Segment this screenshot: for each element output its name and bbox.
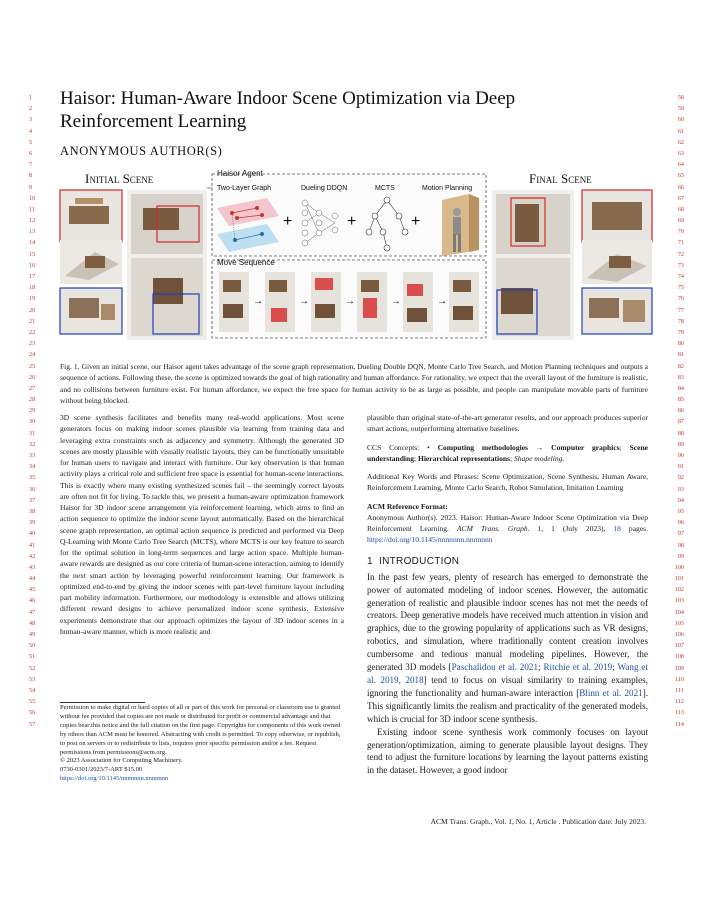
line-number: 89 <box>677 440 684 448</box>
line-number: 51 <box>29 653 36 661</box>
line-number: 54 <box>29 686 36 694</box>
line-number: 65 <box>677 172 684 180</box>
line-number: 6 <box>29 149 33 157</box>
line-number: 9 <box>29 183 33 191</box>
svg-text:→: → <box>253 296 263 307</box>
svg-text:→: → <box>391 296 401 307</box>
line-number: 103 <box>674 597 684 605</box>
line-number: 104 <box>674 608 684 616</box>
line-number: 25 <box>29 362 36 370</box>
line-number: 53 <box>29 675 36 683</box>
line-number: 110 <box>674 675 684 683</box>
teaser-figure <box>57 168 654 353</box>
line-number: 12 <box>29 217 36 225</box>
line-number: 1 <box>29 94 33 101</box>
final-scene-label: Final Scene <box>529 171 592 186</box>
svg-text:+: + <box>283 213 293 230</box>
component-mcts: MCTS <box>375 185 395 192</box>
line-number: 38 <box>29 507 36 515</box>
line-number: 61 <box>677 127 684 135</box>
line-number: 27 <box>29 384 36 392</box>
intro-paragraph-1: In the past few years, plenty of research has emerged to demonstrate the power of automated modeling of indoor scenes. However, the automatic generation of realistic and plausible indoor scenes has not met the needs of creators. Deep generative models have received much attention in vision and graphics, due to the growing popularity of applications such as VR designs, robotics, and simulation, where traditionally content creation involves cumbersome and tedious manual modeling pipelines. However, the generated 3D models [Paschalidou et al. 2021; Ritchie et al. 2019; Wang et al. 2019, 2018] tend to focus on visual similarity to training examples, ignoring the functionality and human-aware interaction [Blinn et al. 2021]. This significantly limits the realism and practicality of the generated models, which is crucial for 3D indoor scene synthesis. Existing indoor scene synthesis work commonly focuses on layout generation/optimization, aiming to generate plausible layout designs. They tend to adjust the furniture locations by learning the layout patterns existing in the dataset. However, a good indoor <box>367 571 648 776</box>
cite-wang[interactable]: Wang et al. 2019, 2018 <box>367 662 648 685</box>
line-numbers-left <box>29 92 41 730</box>
line-number: 93 <box>677 485 684 493</box>
cite-paschalidou[interactable]: Paschalidou et al. 2021 <box>451 662 538 673</box>
line-number: 73 <box>677 261 684 269</box>
svg-text:→: → <box>299 296 309 307</box>
line-number: 86 <box>677 407 684 415</box>
line-number: 4 <box>29 127 33 135</box>
line-number: 87 <box>677 418 684 426</box>
line-number: 26 <box>29 373 36 381</box>
line-number: 29 <box>29 407 36 415</box>
svg-text:→: → <box>345 296 355 307</box>
line-number: 31 <box>29 429 36 437</box>
line-number: 111 <box>675 686 684 694</box>
line-number: 81 <box>677 351 684 359</box>
move-sequence-label: Move Sequence <box>217 258 275 267</box>
line-number: 23 <box>29 340 36 348</box>
line-number: 77 <box>677 306 684 314</box>
line-number: 30 <box>29 418 36 426</box>
line-number: 50 <box>29 642 36 650</box>
line-number: 66 <box>677 183 684 191</box>
line-number: 71 <box>677 239 684 247</box>
intro-paragraph-2: Existing indoor scene synthesis work commonly focuses on layout generation/optimization, aiming to generate plausible layout designs. They tend to adjust the furniture locations by learning the layout patterns existing in the dataset. However, a good indoor <box>367 726 648 776</box>
line-number: 45 <box>29 586 36 594</box>
component-two-layer-graph: Two-Layer Graph <box>217 185 272 192</box>
cite-blinn[interactable]: Blinn et al. 2021 <box>579 687 643 698</box>
line-number: 33 <box>29 452 36 459</box>
agent-label: Haisor Agent <box>217 169 263 178</box>
line-number: 47 <box>29 608 36 616</box>
right-column <box>367 412 648 777</box>
line-number: 44 <box>29 575 36 583</box>
reference-format: Anonymous Author(s). 2023. Haisor: Human-Aware Indoor Scene Optimization via Deep Reinforcement Learning. ACM Trans. Graph. 1, 1 (July 2023), 18 pages. https://doi.org/10.1145/nnnnnnn.nnnnnnn <box>367 512 648 545</box>
line-number: 72 <box>677 250 684 258</box>
line-number: 63 <box>677 149 684 157</box>
intro-heading: 1 INTRODUCTION <box>367 555 460 567</box>
line-number: 49 <box>29 631 36 638</box>
line-number: 52 <box>29 664 36 672</box>
line-number: 74 <box>677 273 684 280</box>
line-number: 113 <box>674 709 684 717</box>
line-number: 36 <box>29 485 36 493</box>
line-number: 79 <box>677 328 684 336</box>
line-number: 20 <box>29 306 36 314</box>
line-number: 99 <box>677 552 684 560</box>
line-number: 13 <box>29 228 36 236</box>
figure-caption: Fig. 1. Given an initial scene, our Haisor agent takes advantage of the scene graph representation, Dueling Double DQN, Monte Carlo Tree Search, and Motion Planning techniques and outputs a sequence of actions. Following these, the scene is optimized towards the goal of high rationality and human affordance. For rationality, we expect that the overall layout of the furniture is realistic, and no collisions between furniture exist. For human affordance, we expect the free space for human activity to be as large as possible, and people can manipulate movable parts of furniture without being blocked. <box>60 362 648 405</box>
footnote-doi-link[interactable]: https://doi.org/10.1145/nnnnnnn.nnnnnnn <box>60 775 169 783</box>
line-number: 57 <box>29 720 36 728</box>
line-number: 82 <box>677 362 684 370</box>
line-number: 11 <box>29 205 35 213</box>
line-number: 19 <box>29 295 36 303</box>
permission-footnote: Permission to make digital or hard copies of all or part of this work for personal or classroom use is granted without fee provided that copies are not made or distributed for profit or commercial advantage and that copies bear this notice and the full citation on the first page. Copyrights for components of this work owned by others than ACM must be honored. Abstracting with credit is permitted. To copy otherwise, or republish, to post on servers or to redistribute to lists, requires prior specific permission and/or a fee. Request permissions from permissions@acm.org. © 2023 Association for Computing Machinery. 0730-0301/2023/7-ART $15.00 https://doi.org/10.1145/nnnnnnn.nnnnnnn <box>60 704 344 784</box>
page-footer: ACM Trans. Graph., Vol. 1, No. 1, Article . Publication date: July 2023. <box>430 817 646 826</box>
line-number: 58 <box>677 94 684 101</box>
line-number: 62 <box>677 138 684 146</box>
line-number: 8 <box>29 172 33 180</box>
footnote-rule <box>60 702 145 703</box>
line-number: 55 <box>29 698 36 706</box>
line-number: 84 <box>677 384 684 392</box>
component-dueling-ddqn: Dueling DDQN <box>301 185 348 192</box>
line-number: 34 <box>29 463 36 471</box>
line-number: 22 <box>29 328 36 336</box>
line-numbers-right <box>664 92 684 730</box>
line-number: 94 <box>677 496 684 504</box>
line-number: 2 <box>29 105 33 113</box>
line-number: 39 <box>29 519 36 527</box>
svg-text:+: + <box>347 213 357 230</box>
line-number: 24 <box>29 351 36 359</box>
line-number: 14 <box>29 239 36 247</box>
line-number: 17 <box>29 273 36 280</box>
line-number: 91 <box>677 463 684 471</box>
line-number: 16 <box>29 261 36 269</box>
line-number: 41 <box>29 541 36 549</box>
cite-ritchie[interactable]: Ritchie et al. 2019 <box>543 662 613 673</box>
initial-scene-label: Initial Scene <box>85 171 154 186</box>
line-number: 83 <box>677 373 684 381</box>
line-number: 5 <box>29 138 33 146</box>
line-number: 85 <box>677 396 684 404</box>
reference-heading: ACM Reference Format: <box>367 501 448 511</box>
line-number: 112 <box>674 698 684 706</box>
line-number: 106 <box>674 631 684 638</box>
line-number: 108 <box>674 653 684 661</box>
line-number: 100 <box>674 563 684 571</box>
line-number: 3 <box>29 116 33 124</box>
line-number: 46 <box>29 597 36 605</box>
svg-text:+: + <box>411 213 421 230</box>
line-number: 64 <box>677 161 684 169</box>
line-number: 78 <box>677 317 684 325</box>
line-number: 40 <box>29 530 36 538</box>
ccs-concepts: CCS Concepts: • Computing methodologies → Computer graphics; Scene understanding; Hierarchical representations; Shape modeling. <box>367 442 649 463</box>
line-number: 109 <box>674 664 684 672</box>
line-number: 92 <box>677 474 684 482</box>
line-number: 75 <box>677 284 684 292</box>
motion-planning-diagram <box>442 194 479 256</box>
abstract-text: 3D scene synthesis facilitates and benefits many real-world applications. Most scene generators focus on making indoor scenes plausible via learning from training data and leveraging extra constraints such as adjacency and symmetry. Although the generated 3D scenes are mostly plausible with visually realistic layouts, they can be functionally unsuitable for human users to navigate and interact with furniture. Our key observation is that human activity plays a critical role and sufficient free space is essential for human-scene interactions. This is exactly where many existing synthesized scenes fail – the seemingly correct layouts are often not fit for living. To tackle this, we present a human-aware optimization framework Haisor for 3D indoor scene arrangement via reinforcement learning, which aims to find an action sequence to optimize the indoor scene layout automatically. Based on the hierarchical scene graph representation, an optimal action sequence is predicted and performed via Deep Q-Learning with Monte Carlo Tree Search (MCTS), where MCTS is our key feature to search for the optimal solution in long-term sequences and large action space. Multiple human-aware rewards are designed as our core criteria of human-scene interaction, aiming to identify the next smart action by leveraging powerful reinforcement learning. Our framework is optimized end-to-end by giving the indoor scenes with part-level furniture layout including part mobility information. Furthermore, our methodology is extensible and allows utilizing different reward designs to achieve personalized indoor scene synthesis. Extensive experiments demonstrate that our approach optimizes the layout of 3D indoor scenes in a human-aware manner, which is more realistic and <box>60 413 344 636</box>
line-number: 101 <box>674 575 684 583</box>
line-number: 35 <box>29 474 36 482</box>
line-number: 88 <box>677 429 684 437</box>
line-number: 97 <box>677 530 684 538</box>
line-number: 18 <box>29 284 36 292</box>
author-line: ANONYMOUS AUTHOR(S) <box>60 144 223 158</box>
line-number: 69 <box>677 217 684 225</box>
line-number: 95 <box>677 507 684 515</box>
svg-text:→: → <box>437 296 447 307</box>
line-number: 102 <box>674 586 684 594</box>
line-number: 67 <box>677 194 684 202</box>
paper-title: Haisor: Human-Aware Indoor Scene Optimization via Deep Reinforcement Learning <box>60 88 516 132</box>
line-number: 114 <box>674 720 684 728</box>
line-number: 96 <box>677 519 684 527</box>
line-number: 48 <box>29 619 36 627</box>
pages-link[interactable]: 18 <box>613 524 621 533</box>
line-number: 15 <box>29 250 36 258</box>
line-number: 37 <box>29 496 36 504</box>
line-number: 76 <box>677 295 684 303</box>
line-number: 70 <box>677 228 684 236</box>
line-number: 68 <box>677 205 684 213</box>
line-number: 107 <box>674 642 684 650</box>
reference-doi-link[interactable]: https://doi.org/10.1145/nnnnnnn.nnnnnnn <box>367 535 493 545</box>
line-number: 105 <box>674 619 684 627</box>
line-number: 98 <box>677 541 684 549</box>
line-number: 10 <box>29 194 36 202</box>
line-number: 7 <box>29 161 33 169</box>
line-number: 56 <box>29 709 36 717</box>
line-number: 80 <box>677 340 684 348</box>
line-number: 32 <box>29 440 36 448</box>
line-number: 21 <box>29 317 36 325</box>
line-number: 90 <box>677 452 684 459</box>
line-number: 60 <box>677 116 684 124</box>
additional-keywords: Additional Key Words and Phrases: Scene Optimization, Scene Synthesis, Human Aware, Reinforcement Learning, Monte Carlo Search, Robot Simulation, Imitation Learning <box>367 472 648 493</box>
abstract-continuation: plausible than original state-of-the-art generator results, and our approach produces superior smart actions, outperforming alternative baselines. <box>367 413 648 434</box>
line-number: 59 <box>677 105 684 113</box>
component-motion-planning: Motion Planning <box>422 185 473 192</box>
line-number: 43 <box>29 563 36 571</box>
line-number: 28 <box>29 396 36 404</box>
line-number: 42 <box>29 552 36 560</box>
